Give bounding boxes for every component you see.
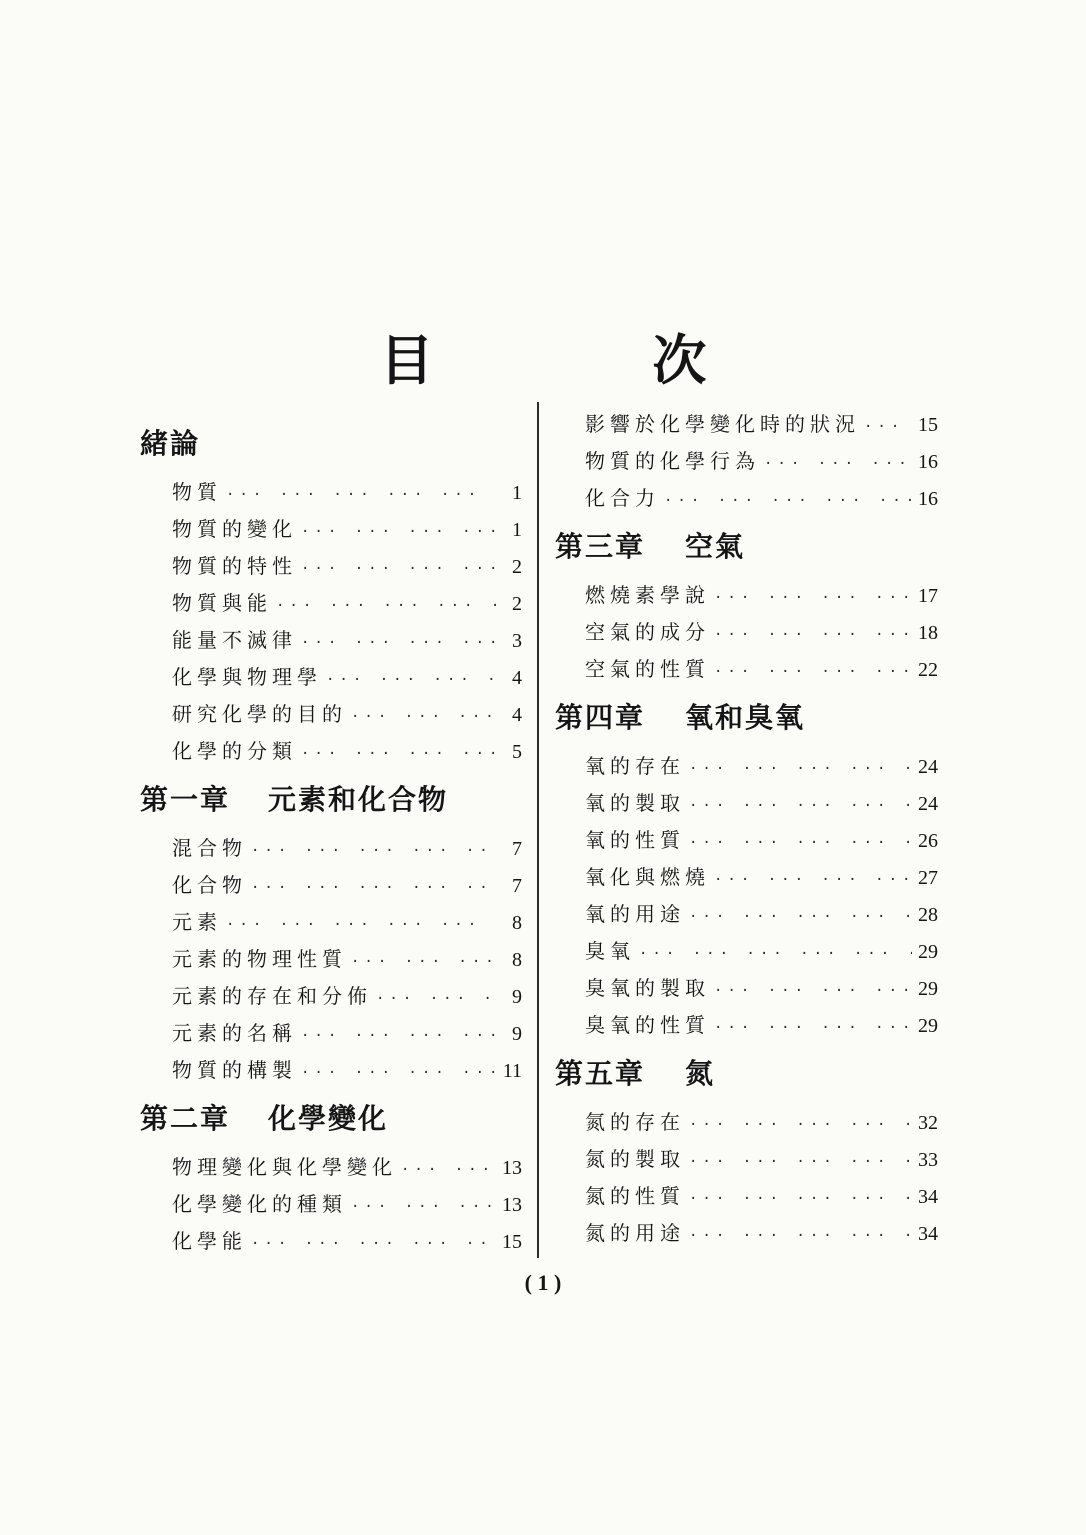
chapter-title: 空氣 bbox=[685, 530, 746, 563]
dot-leader bbox=[639, 936, 912, 973]
entry-page-number: 29 bbox=[918, 1015, 938, 1037]
toc-entry[interactable] bbox=[555, 822, 938, 859]
dot-leader bbox=[689, 1218, 912, 1255]
toc-entry[interactable] bbox=[140, 511, 522, 548]
dot-leader bbox=[689, 1144, 912, 1181]
toc-entry[interactable] bbox=[555, 577, 938, 614]
entry-title: 臭氧的製取 bbox=[585, 976, 710, 1000]
entry-title: 物質 bbox=[172, 480, 222, 504]
entry-title: 物質的特性 bbox=[172, 554, 297, 578]
entry-page-number: 34 bbox=[918, 1223, 938, 1245]
toc-entry[interactable] bbox=[140, 696, 522, 733]
dot-leader bbox=[351, 944, 496, 981]
entry-page-number: 28 bbox=[918, 904, 938, 926]
entry-page-number: 24 bbox=[918, 793, 938, 815]
entry-page-number: 15 bbox=[918, 414, 938, 436]
dot-leader bbox=[301, 625, 496, 662]
entry-page-number: 9 bbox=[512, 986, 522, 1008]
dot-leader bbox=[714, 580, 912, 617]
page-number: ( 1 ) bbox=[524, 1270, 562, 1295]
toc-entry[interactable] bbox=[555, 406, 938, 443]
dot-leader bbox=[689, 899, 912, 936]
chapter-number: 緒論 bbox=[140, 427, 201, 460]
dot-leader bbox=[301, 736, 496, 773]
toc-entry[interactable] bbox=[555, 1104, 938, 1141]
toc-entry[interactable] bbox=[140, 1186, 522, 1223]
chapter-number: 第三章 bbox=[555, 530, 646, 563]
chapter-title: 氮 bbox=[685, 1057, 716, 1090]
dot-leader bbox=[864, 409, 912, 446]
toc-entry[interactable] bbox=[140, 1052, 522, 1089]
dot-leader bbox=[226, 477, 496, 514]
entry-page-number: 13 bbox=[502, 1157, 522, 1179]
dot-leader bbox=[301, 1018, 496, 1055]
entry-page-number: 2 bbox=[512, 593, 522, 615]
entry-page-number: 2 bbox=[512, 556, 522, 578]
entry-title: 研究化學的目的 bbox=[172, 702, 347, 726]
entry-page-number: 24 bbox=[918, 756, 938, 778]
toc-entry[interactable] bbox=[140, 867, 522, 904]
toc-entry[interactable] bbox=[140, 474, 522, 511]
dot-leader bbox=[376, 981, 496, 1018]
entry-title: 氮的製取 bbox=[585, 1147, 685, 1171]
toc-entry[interactable] bbox=[140, 622, 522, 659]
entry-page-number: 11 bbox=[502, 1060, 522, 1082]
chapter-number: 第二章 bbox=[140, 1102, 231, 1135]
toc-entry[interactable] bbox=[555, 480, 938, 517]
entry-title: 氧的製取 bbox=[585, 791, 685, 815]
dot-leader bbox=[664, 483, 912, 520]
entry-page-number: 32 bbox=[918, 1112, 938, 1134]
entry-page-number: 18 bbox=[918, 622, 938, 644]
toc-entry[interactable] bbox=[555, 1007, 938, 1044]
dot-leader bbox=[689, 751, 912, 788]
entry-page-number: 16 bbox=[918, 488, 938, 510]
dot-leader bbox=[226, 907, 496, 944]
chapter-heading bbox=[140, 414, 522, 474]
entry-title: 化學變化的種類 bbox=[172, 1192, 347, 1216]
dot-leader bbox=[251, 833, 496, 870]
entry-title: 空氣的成分 bbox=[585, 620, 710, 644]
toc-entry[interactable] bbox=[140, 659, 522, 696]
dot-leader bbox=[301, 551, 496, 588]
chapter-heading bbox=[555, 688, 938, 748]
toc-entry[interactable] bbox=[140, 1015, 522, 1052]
toc-entry[interactable] bbox=[555, 859, 938, 896]
chapter-title: 氧和臭氧 bbox=[685, 701, 806, 734]
chapter-number: 第五章 bbox=[555, 1057, 646, 1090]
entry-title: 物質的化學行為 bbox=[585, 449, 760, 473]
dot-leader bbox=[326, 662, 496, 699]
entry-page-number: 13 bbox=[502, 1194, 522, 1216]
toc-entry[interactable] bbox=[140, 941, 522, 978]
entry-page-number: 17 bbox=[918, 585, 938, 607]
entry-title: 元素的名稱 bbox=[172, 1021, 297, 1045]
dot-leader bbox=[301, 514, 496, 551]
entry-title: 氧的存在 bbox=[585, 754, 685, 778]
entry-page-number: 33 bbox=[918, 1149, 938, 1171]
toc-entry[interactable] bbox=[555, 443, 938, 480]
toc-entry[interactable] bbox=[555, 970, 938, 1007]
toc-entry[interactable] bbox=[555, 614, 938, 651]
chapter-title: 化學變化 bbox=[268, 1102, 389, 1135]
entry-title: 燃燒素學說 bbox=[585, 583, 710, 607]
entry-title: 氧的用途 bbox=[585, 902, 685, 926]
entry-title: 空氣的性質 bbox=[585, 657, 710, 681]
entry-page-number: 4 bbox=[512, 704, 522, 726]
entry-title: 物質的構製 bbox=[172, 1058, 297, 1082]
chapter-number: 第一章 bbox=[140, 783, 231, 816]
toc-entry[interactable] bbox=[140, 1149, 522, 1186]
dot-leader bbox=[714, 617, 912, 654]
toc-entry[interactable] bbox=[555, 748, 938, 785]
entry-page-number: 16 bbox=[918, 451, 938, 473]
dot-leader bbox=[689, 825, 912, 862]
chapter-heading bbox=[140, 770, 522, 830]
chapter-title: 元素和化合物 bbox=[268, 783, 449, 816]
toc-entry[interactable] bbox=[140, 585, 522, 622]
dot-leader bbox=[714, 862, 912, 899]
toc-entry[interactable] bbox=[140, 904, 522, 941]
entry-title: 化學能 bbox=[172, 1229, 247, 1253]
dot-leader bbox=[276, 588, 496, 625]
toc-entry[interactable] bbox=[140, 1223, 522, 1260]
toc-entry[interactable] bbox=[555, 896, 938, 933]
toc-entry[interactable] bbox=[140, 978, 522, 1015]
entry-title: 物理變化與化學變化 bbox=[172, 1155, 397, 1179]
entry-title: 化學與物理學 bbox=[172, 665, 322, 689]
toc-entry[interactable] bbox=[140, 733, 522, 770]
entry-page-number: 34 bbox=[918, 1186, 938, 1208]
dot-leader bbox=[301, 1055, 496, 1092]
chapter-heading bbox=[555, 517, 938, 577]
entry-page-number: 8 bbox=[512, 949, 522, 971]
entry-title: 元素的物理性質 bbox=[172, 947, 347, 971]
entry-title: 氧化與燃燒 bbox=[585, 865, 710, 889]
toc-entry[interactable] bbox=[555, 651, 938, 688]
entry-title: 物質與能 bbox=[172, 591, 272, 615]
dot-leader bbox=[714, 1010, 912, 1047]
entry-title: 化合物 bbox=[172, 873, 247, 897]
dot-leader bbox=[401, 1152, 496, 1189]
chapter-heading bbox=[555, 1044, 938, 1104]
dot-leader bbox=[251, 1226, 496, 1263]
entry-page-number: 5 bbox=[512, 741, 522, 763]
entry-page-number: 29 bbox=[918, 941, 938, 963]
column-divider bbox=[537, 402, 539, 1258]
toc-left-column bbox=[140, 400, 522, 1260]
dot-leader bbox=[251, 870, 496, 907]
entry-title: 元素的存在和分佈 bbox=[172, 984, 372, 1008]
entry-title: 混合物 bbox=[172, 836, 247, 860]
toc-entry[interactable] bbox=[140, 830, 522, 867]
entry-page-number: 4 bbox=[512, 667, 522, 689]
entry-title: 物質的變化 bbox=[172, 517, 297, 541]
dot-leader bbox=[351, 1189, 496, 1226]
chapter-heading bbox=[140, 1089, 522, 1149]
entry-title: 化學的分類 bbox=[172, 739, 297, 763]
chapter-number: 第四章 bbox=[555, 701, 646, 734]
entry-page-number: 29 bbox=[918, 978, 938, 1000]
entry-title: 氮的性質 bbox=[585, 1184, 685, 1208]
toc-right-column bbox=[555, 400, 938, 1252]
entry-title: 臭氧的性質 bbox=[585, 1013, 710, 1037]
entry-page-number: 15 bbox=[502, 1231, 522, 1253]
entry-page-number: 1 bbox=[512, 519, 522, 541]
toc-entry[interactable] bbox=[555, 1178, 938, 1215]
dot-leader bbox=[689, 788, 912, 825]
entry-page-number: 1 bbox=[512, 482, 522, 504]
dot-leader bbox=[351, 699, 496, 736]
entry-title: 能量不滅律 bbox=[172, 628, 297, 652]
entry-page-number: 3 bbox=[512, 630, 522, 652]
entry-title: 臭氧 bbox=[585, 939, 635, 963]
entry-title: 化合力 bbox=[585, 486, 660, 510]
toc-entry[interactable] bbox=[555, 933, 938, 970]
toc-entry[interactable] bbox=[555, 785, 938, 822]
entry-page-number: 26 bbox=[918, 830, 938, 852]
toc-entry[interactable] bbox=[555, 1215, 938, 1252]
entry-title: 元素 bbox=[172, 910, 222, 934]
entry-page-number: 22 bbox=[918, 659, 938, 681]
entry-page-number: 7 bbox=[512, 838, 522, 860]
dot-leader bbox=[689, 1107, 912, 1144]
entry-title: 影響於化學變化時的狀況 bbox=[585, 412, 860, 436]
entry-page-number: 8 bbox=[512, 912, 522, 934]
entry-title: 氧的性質 bbox=[585, 828, 685, 852]
toc-entry[interactable] bbox=[555, 1141, 938, 1178]
entry-title: 氮的用途 bbox=[585, 1221, 685, 1245]
dot-leader bbox=[764, 446, 912, 483]
dot-leader bbox=[689, 1181, 912, 1218]
dot-leader bbox=[714, 654, 912, 691]
entry-page-number: 7 bbox=[512, 875, 522, 897]
dot-leader bbox=[714, 973, 912, 1010]
entry-page-number: 27 bbox=[918, 867, 938, 889]
toc-entry[interactable] bbox=[140, 548, 522, 585]
page-title: 目 次 bbox=[379, 328, 807, 392]
entry-page-number: 9 bbox=[512, 1023, 522, 1045]
entry-title: 氮的存在 bbox=[585, 1110, 685, 1134]
